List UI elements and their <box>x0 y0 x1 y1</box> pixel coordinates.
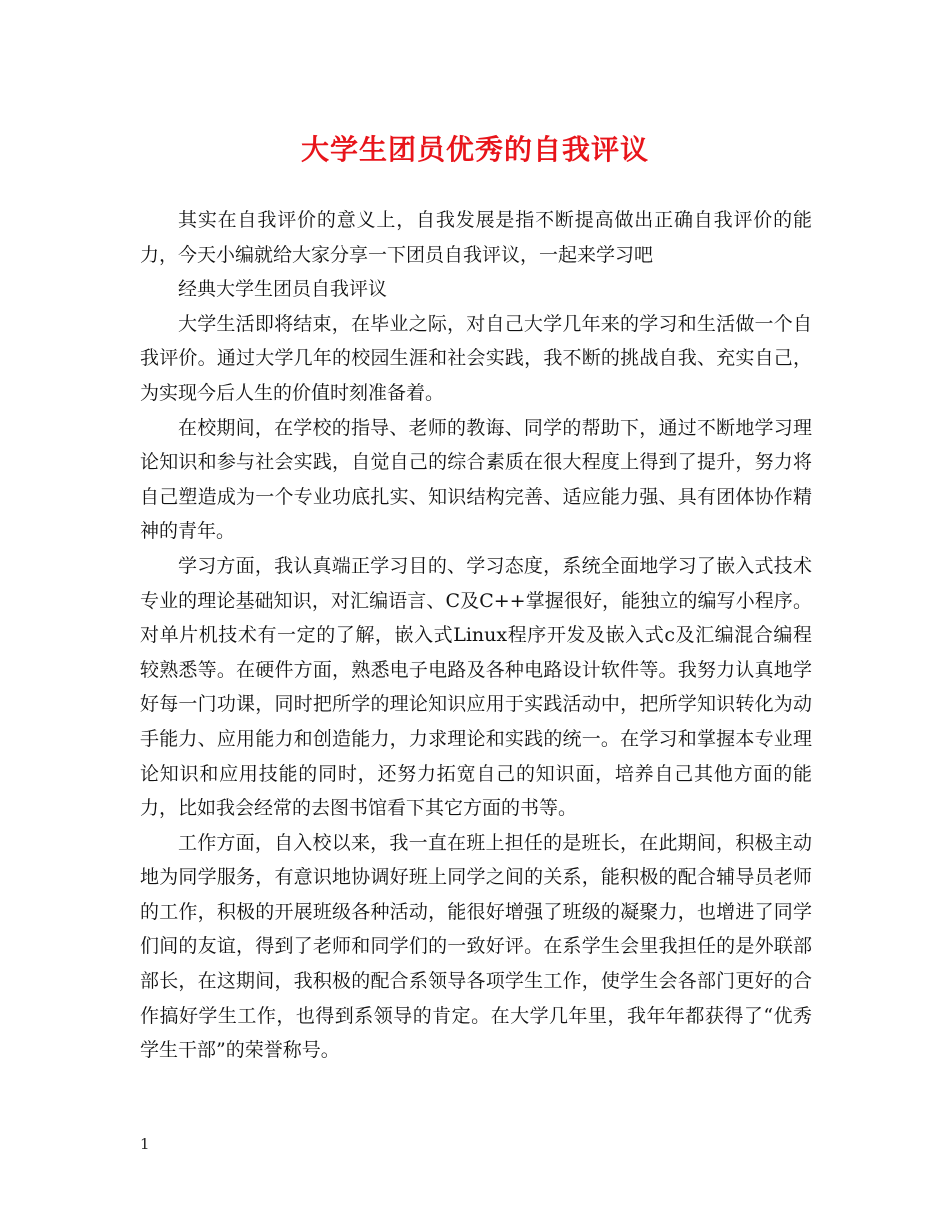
document-title: 大学生团员优秀的自我评议 <box>300 133 649 166</box>
document-body <box>140 203 812 1068</box>
paragraph-study: 学习方面，我认真端正学习目的、学习态度，系统全面地学习了嵌入式技术专业的理论基础知识，对汇编语言、C及C++掌握很好，能独立的编写小程序。对单片机技术有一定的了解，嵌入式Linux程序开发及嵌入式c及汇编混合编程较熟悉等。在硬件方面，熟悉电子电路及各种电路设计软件等。我努力认真地学好每一门功课，同时把所学的理论知识应用于实践活动中，把所学知识转化为动手能力、应用能力和创造能力，力求理论和实践的统一。在学习和掌握本专业理论知识和应用技能的同时，还努力拓宽自己的知识面，培养自己其他方面的能力，比如我会经常的去图书馆看下其它方面的书等。 <box>140 554 812 820</box>
paragraph-work: 工作方面，自入校以来，我一直在班上担任的是班长，在此期间，积极主动地为同学服务，有意识地协调好班上同学之间的关系，能积极的配合辅导员老师的工作，积极的开展班级各种活动，能很好增强了班级的凝聚力，也增进了同学们间的友谊，得到了老师和同学们的一致好评。在系学生会里我担任的是外联部部长，在这期间，我积极的配合系领导各项学生工作，使学生会各部门更好的合作搞好学生工作，也得到系领导的肯定。在大学几年里，我年年都获得了“优秀学生干部”的荣誉称号。 <box>140 831 812 1062</box>
paragraph-school-period: 在校期间，在学校的指导、老师的教诲、同学的帮助下，通过不断地学习理论知识和参与社会实践，自觉自己的综合素质在很大程度上得到了提升，努力将自己塑造成为一个专业功底扎实、知识结构完善、适应能力强、具有团体协作精神的青年。 <box>140 416 812 543</box>
paragraph-overview: 大学生活即将结束，在毕业之际，对自己大学几年来的学习和生活做一个自我评价。通过大学几年的校园生涯和社会实践，我不断的挑战自我、充实自己，为实现今后人生的价值时刻准备着。 <box>140 312 812 404</box>
section-heading: 经典大学生团员自我评议 <box>178 278 388 301</box>
page-number: 1 <box>140 1135 150 1153</box>
intro-paragraph: 其实在自我评价的意义上，自我发展是指不断提高做出正确自我评价的能力，今天小编就给大家分享一下团员自我评议，一起来学习吧 <box>140 209 812 266</box>
